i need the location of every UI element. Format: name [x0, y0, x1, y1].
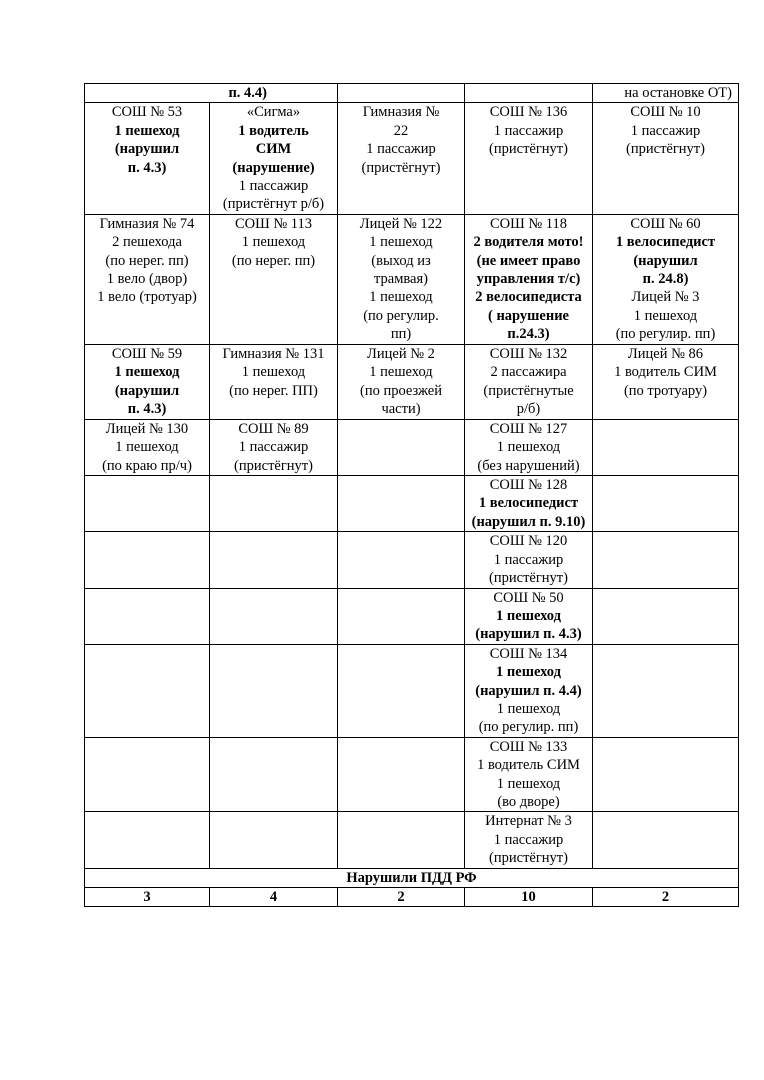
- cell-line: (нарушил п. 4.3): [475, 626, 582, 643]
- table-cell: [338, 588, 465, 644]
- cell-line: СОШ № 113: [234, 215, 313, 232]
- table-cell: [85, 344, 210, 419]
- table-cell: [210, 588, 338, 644]
- cell-line: (пристёгнут р/б): [222, 196, 325, 213]
- totals-row: [85, 888, 739, 907]
- table-cell: [593, 214, 739, 344]
- table-body: [85, 84, 739, 907]
- table-cell: [593, 644, 739, 737]
- cell-line: 1 пешеход: [114, 122, 180, 139]
- table-cell: [210, 812, 338, 868]
- table-row: [85, 344, 739, 419]
- cell-line: 1 пешеход: [241, 234, 306, 251]
- cell-line: СОШ № 120: [489, 533, 568, 550]
- table-cell: [338, 644, 465, 737]
- cell-line: 2 велосипедиста: [475, 289, 582, 306]
- summary-title-row: [85, 868, 739, 887]
- cell-line: Лицей № 2: [367, 345, 435, 362]
- total-cell: 3: [85, 888, 210, 907]
- cell-line: СОШ № 89: [238, 420, 309, 437]
- cell-line: 1 водитель СИМ: [477, 757, 580, 774]
- table-row: [85, 84, 739, 103]
- cell-line: СОШ № 10: [630, 104, 701, 121]
- cell-line: п. 24.8): [642, 271, 689, 288]
- table-cell: [210, 644, 338, 737]
- table-cell: [210, 737, 338, 812]
- table-cell: [593, 532, 739, 588]
- table-cell: [85, 737, 210, 812]
- cell-line: р/б): [516, 401, 541, 418]
- cell-line: 1 вело (тротуар): [97, 289, 197, 306]
- cell-line: СИМ: [255, 141, 292, 158]
- table-row: [85, 532, 739, 588]
- cell-line: Гимназия № 131: [222, 345, 325, 362]
- cell-line: (нарушил: [114, 141, 180, 158]
- cell-line: СОШ № 53: [111, 104, 183, 121]
- table-cell: [210, 532, 338, 588]
- cell-line: части): [381, 401, 421, 418]
- cell-line: 2 пассажира: [490, 364, 567, 381]
- table-cell: [210, 476, 338, 532]
- cell-line: (не имеет право: [476, 252, 581, 269]
- cell-line: 1 пешеход: [633, 307, 698, 324]
- cell-line: 1 пассажир: [493, 551, 564, 568]
- cell-line: 1 пешеход: [496, 607, 561, 624]
- table-cell: [465, 214, 593, 344]
- table-cell: [465, 84, 593, 103]
- cell-line: (пристёгнут): [489, 141, 568, 158]
- cell-line: (по краю пр/ч): [102, 457, 192, 474]
- table-cell: [85, 532, 210, 588]
- table-cell: [338, 737, 465, 812]
- cell-line: 1 пешеход: [369, 364, 433, 381]
- table-cell: [85, 812, 210, 868]
- table-cell: [338, 419, 465, 475]
- cell-line: (во дворе): [497, 793, 560, 810]
- cell-line: 1 пешеход: [369, 234, 433, 251]
- cell-line: (по нерег. ПП): [229, 382, 318, 399]
- table-cell: [465, 644, 593, 737]
- cell-line: (пристёгнут): [489, 570, 568, 587]
- table-cell: [338, 812, 465, 868]
- total-cell: 10: [465, 888, 593, 907]
- table-cell: [85, 214, 210, 344]
- cell-line: 2 водителя мото!: [473, 234, 584, 251]
- cell-line: п.24.3): [507, 326, 550, 343]
- cell-line: 1 пешеход: [115, 439, 179, 456]
- cell-line: (нарушил: [114, 382, 180, 399]
- table-cell: [465, 588, 593, 644]
- table-row: [85, 214, 739, 344]
- cell-line: 1 водитель: [238, 122, 309, 139]
- table-cell: [338, 84, 465, 103]
- table-row: [85, 737, 739, 812]
- cell-line: (пристёгнутые: [483, 382, 574, 399]
- table-cell: [593, 344, 739, 419]
- cell-line: 1 пешеход: [369, 289, 433, 306]
- total-cell: 4: [210, 888, 338, 907]
- table-cell: [85, 419, 210, 475]
- table-cell: [338, 344, 465, 419]
- cell-line: (пристёгнут): [234, 457, 313, 474]
- cell-line: Лицей № 86: [627, 345, 704, 362]
- table-cell: [593, 419, 739, 475]
- cell-line: (нарушил: [633, 252, 698, 269]
- summary-title: Нарушили ПДД РФ: [85, 868, 739, 887]
- cell-line: (по регулир. пп): [615, 326, 716, 343]
- cell-line: Лицей № 122: [359, 215, 443, 232]
- cell-line: п. 4.4): [228, 85, 267, 101]
- table-cell: [210, 419, 338, 475]
- table-cell: [338, 103, 465, 214]
- cell-line: (нарушил п. 9.10): [471, 513, 586, 530]
- cell-line: (по проезжей: [359, 382, 442, 399]
- table-cell: [85, 476, 210, 532]
- cell-line: 1 вело (двор): [106, 271, 188, 288]
- cell-line: СОШ № 59: [111, 345, 183, 362]
- cell-line: СОШ № 127: [489, 420, 568, 437]
- cell-line: п. 4.3): [127, 159, 167, 176]
- cell-line: 1 велосипедист: [478, 495, 579, 512]
- table-cell: [85, 644, 210, 737]
- table-cell: [465, 419, 593, 475]
- cell-line: «Сигма»: [246, 104, 301, 121]
- cell-line: (нарушил п. 4.4): [475, 682, 582, 699]
- table-cell: [85, 588, 210, 644]
- cell-line: 1 пассажир: [238, 178, 309, 195]
- cell-line: 1 пешеход: [496, 439, 561, 456]
- table-cell: [593, 103, 739, 214]
- table-cell: [593, 84, 739, 103]
- cell-line: пп): [390, 326, 412, 343]
- cell-line: (по тротуару): [623, 382, 708, 399]
- cell-line: (по регулир.: [363, 307, 439, 324]
- cell-line: СОШ № 136: [489, 104, 568, 121]
- table-row: [85, 588, 739, 644]
- cell-line: 1 пассажир: [366, 141, 436, 158]
- cell-line: (по нерег. пп): [105, 252, 189, 269]
- table-cell: [465, 476, 593, 532]
- cell-line: (пристёгнут): [361, 159, 441, 176]
- total-cell: 2: [593, 888, 739, 907]
- cell-line: Интернат № 3: [485, 813, 572, 830]
- cell-line: 2 пешехода: [112, 234, 182, 251]
- cell-line: (выход из: [371, 252, 431, 269]
- cell-line: на остановке ОТ): [624, 85, 732, 101]
- cell-line: 1 пассажир: [493, 122, 564, 139]
- cell-line: Лицей № 130: [105, 420, 189, 437]
- cell-line: 1 пешеход: [241, 364, 306, 381]
- table-row: [85, 476, 739, 532]
- cell-line: 1 пешеход: [496, 700, 561, 717]
- table-row: [85, 644, 739, 737]
- table-row: [85, 103, 739, 214]
- table-cell: [465, 737, 593, 812]
- table-cell: [85, 103, 210, 214]
- cell-line: управления т/с): [476, 271, 581, 288]
- table-cell: [338, 476, 465, 532]
- cell-line: СОШ № 134: [489, 645, 568, 662]
- table-cell: [593, 737, 739, 812]
- table-cell: [210, 103, 338, 214]
- cell-line: СОШ № 60: [630, 215, 701, 232]
- cell-line: (по регулир. пп): [478, 719, 579, 736]
- cell-line: СОШ № 133: [489, 738, 568, 755]
- cell-line: Гимназия № 74: [99, 215, 195, 232]
- table-cell: [465, 532, 593, 588]
- table-row: [85, 419, 739, 475]
- cell-line: Лицей № 3: [631, 289, 700, 306]
- cell-line: (без нарушений): [477, 457, 580, 474]
- table-cell: [593, 588, 739, 644]
- table-cell: [465, 103, 593, 214]
- table-cell: [338, 214, 465, 344]
- cell-line: (по нерег. пп): [231, 252, 316, 269]
- cell-line: СОШ № 132: [489, 345, 568, 362]
- table-cell: [465, 344, 593, 419]
- cell-line: 1 пассажир: [493, 831, 564, 848]
- cell-line: 1 пассажир: [630, 122, 701, 139]
- table-row: [85, 812, 739, 868]
- table-cell: [210, 214, 338, 344]
- cell-line: п. 4.3): [127, 401, 167, 418]
- total-cell: 2: [338, 888, 465, 907]
- cell-line: трамвая): [374, 271, 428, 288]
- cell-line: 1 пассажир: [238, 439, 309, 456]
- cell-line: (нарушение): [232, 159, 315, 176]
- cell-line: 22: [393, 122, 409, 139]
- cell-line: СОШ № 128: [489, 477, 568, 494]
- cell-line: СОШ № 50: [493, 589, 564, 606]
- cell-line: 1 водитель СИМ: [614, 364, 717, 381]
- table-cell: [210, 344, 338, 419]
- table-cell: [465, 812, 593, 868]
- cell-line: 1 пешеход: [496, 664, 561, 681]
- cell-line: (пристёгнут): [626, 141, 705, 158]
- cell-line: Гимназия №: [362, 104, 440, 121]
- table-cell: [593, 812, 739, 868]
- cell-line: СОШ № 118: [489, 215, 568, 232]
- cell-line: 1 пешеход: [114, 364, 180, 381]
- table-cell: [85, 84, 338, 103]
- table-cell: [593, 476, 739, 532]
- cell-line: ( нарушение: [487, 307, 569, 324]
- table-cell: [338, 532, 465, 588]
- cell-line: 1 велосипедист: [615, 234, 716, 251]
- cell-line: (пристёгнут): [489, 850, 568, 867]
- cell-line: 1 пешеход: [496, 775, 561, 792]
- violations-table: [84, 83, 739, 907]
